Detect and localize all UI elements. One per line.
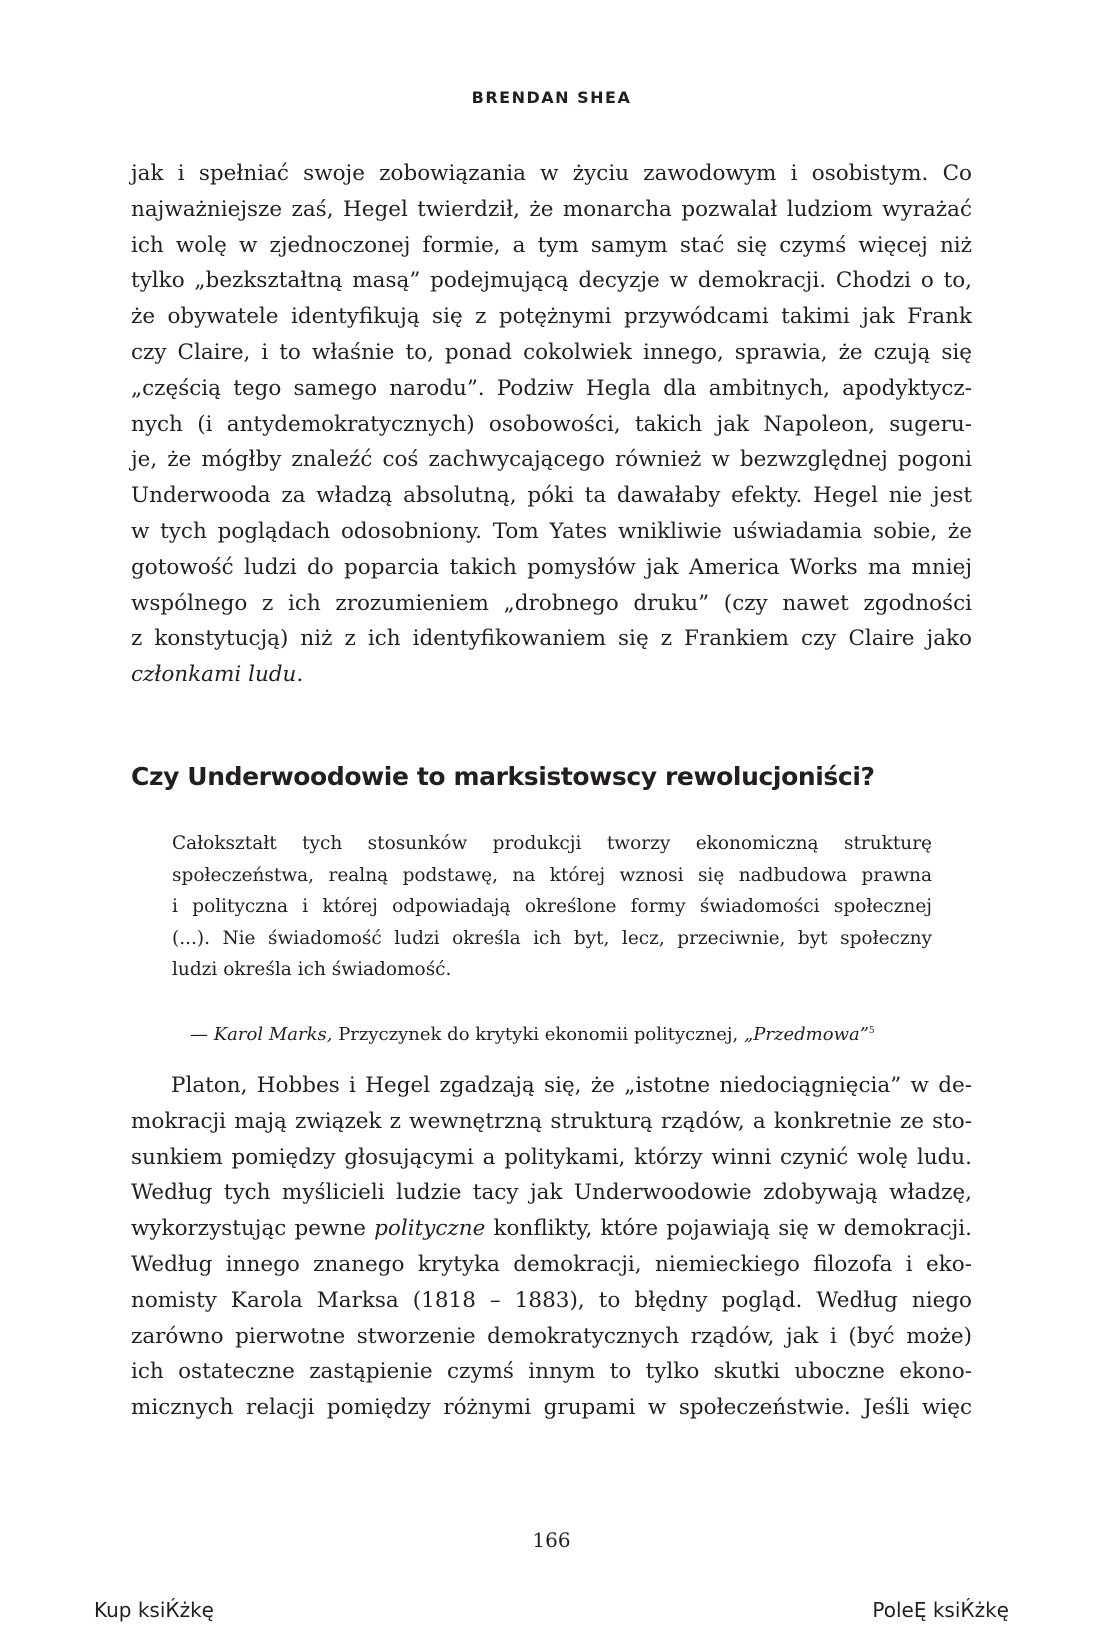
text-line: w tych poglądach odosobniony. Tom Yates wnikliwie uświadamia sobie, że	[131, 518, 972, 544]
text-line: wspólnego z ich zrozumieniem „drobnego druku” (czy nawet zgodności	[131, 590, 972, 616]
paragraph-2	[131, 1068, 972, 1426]
text-line: że obywatele identyfikują się z potężnymi przywódcami takimi jak Frank	[131, 304, 972, 330]
text-line: czy Claire, i to właśnie to, ponad cokolwiek innego, sprawia, że czują się	[131, 339, 972, 365]
text-line: gotowość ludzi do poparcia takich pomysłów jak America Works ma mniej	[131, 554, 972, 580]
attribution-author: Karol Marks,	[213, 1024, 333, 1045]
text-line: z konstytucją) niż z ich identyfikowaniem się z Frankiem czy Claire jako	[131, 626, 972, 652]
recommend-book-link[interactable]: PoleĘ ksiЌżkę	[872, 1598, 1009, 1622]
text-line: ich ostateczne zastąpienie czymś innym to tylko skutki uboczne ekono-	[131, 1359, 972, 1385]
attribution-section: „Przedmowa”	[743, 1024, 869, 1045]
page-number: 166	[532, 1528, 571, 1552]
text-line-last	[131, 657, 972, 693]
quote-line: i polityczna i której odpowiadają określone formy świadomości społecznej	[172, 896, 932, 917]
text-line: „częścią tego samego narodu”. Podziw Hegla dla ambitnych, apodyktycz-	[131, 375, 972, 401]
text-line	[131, 1211, 972, 1247]
line-end: .	[296, 662, 304, 688]
italic-term: polityczne	[374, 1216, 486, 1242]
text-line: Underwooda za władzą absolutną, póki ta dawałaby efekty. Hegel nie jest	[131, 483, 972, 509]
attribution-work: Przyczynek do krytyki ekonomii politycznej,	[332, 1024, 744, 1045]
text-line: sunkiem pomiędzy głosującymi a politykami, którzy winni czynić wolę ludu.	[131, 1144, 972, 1170]
text-line: micznych relacji pomiędzy różnymi grupami w społeczeństwie. Jeśli więc	[131, 1395, 972, 1421]
italic-term: członkami ludu	[131, 662, 297, 688]
paragraph-1	[131, 156, 972, 693]
text-run: wykorzystując pewne	[131, 1216, 375, 1242]
text-line: nomisty Karola Marksa (1818 – 1883), to błędny pogląd. Według niego	[131, 1287, 972, 1313]
text-line: ich wolę w zjednoczonej formie, a tym samym stać się czymś więcej niż	[131, 232, 972, 258]
quote-line: społeczeństwa, realną podstawę, na której wznosi się nadbudowa prawna	[172, 864, 932, 886]
text-line: Według tych myślicieli ludzie tacy jak Underwoodowie zdobywają władzę,	[131, 1180, 972, 1206]
text-line: Platon, Hobbes i Hegel zgadzają się, że „istotne niedociągnięcia” w de-	[171, 1073, 972, 1098]
text-run: konflikty, które pojawiają się w demokracji.	[485, 1216, 972, 1242]
text-line: nych (i antydemokratycznych) osobowości, takich jak Napoleon, sugeru-	[131, 411, 972, 437]
quote-line: (...). Nie świadomość ludzi określa ich byt, lecz, przeciwnie, byt społeczny	[172, 927, 932, 949]
text-line: je, że mógłby znaleźć coś zachwycającego również w bezwzględnej pogoni	[131, 447, 972, 473]
quote-line-last: ludzi określa ich świadomość.	[172, 959, 452, 980]
running-header: BRENDAN SHEA	[471, 88, 632, 107]
footnote-marker: 5	[868, 1026, 875, 1036]
text-line: tylko „bezkształtną masą” podejmującą decyzje w demokracji. Chodzi o to,	[131, 268, 972, 294]
quote-line: Całokształt tych stosunków produkcji tworzy ekonomiczną strukturę	[172, 833, 932, 854]
quote-attribution	[190, 1018, 950, 1048]
attribution-dash: —	[190, 1024, 214, 1045]
text-line: zarówno pierwotne stworzenie demokratycznych rządów, jak i (być może)	[131, 1323, 972, 1349]
text-line: jak i spełniać swoje zobowiązania w życiu zawodowym i osobistym. Co	[131, 161, 972, 186]
section-heading: Czy Underwoodowie to marksistowscy rewolucjoniści?	[131, 762, 875, 791]
block-quote	[172, 828, 932, 986]
text-line: mokracji mają związek z wewnętrzną strukturą rządów, a konkretnie ze sto-	[131, 1108, 972, 1134]
text-line: najważniejsze zaś, Hegel twierdził, że monarcha pozwalał ludziom wyrażać	[131, 196, 972, 222]
buy-book-link[interactable]: Kup ksiЌżkę	[94, 1598, 214, 1622]
text-line: Według innego znanego krytyka demokracji, niemieckiego filozofa i eko-	[131, 1251, 972, 1277]
